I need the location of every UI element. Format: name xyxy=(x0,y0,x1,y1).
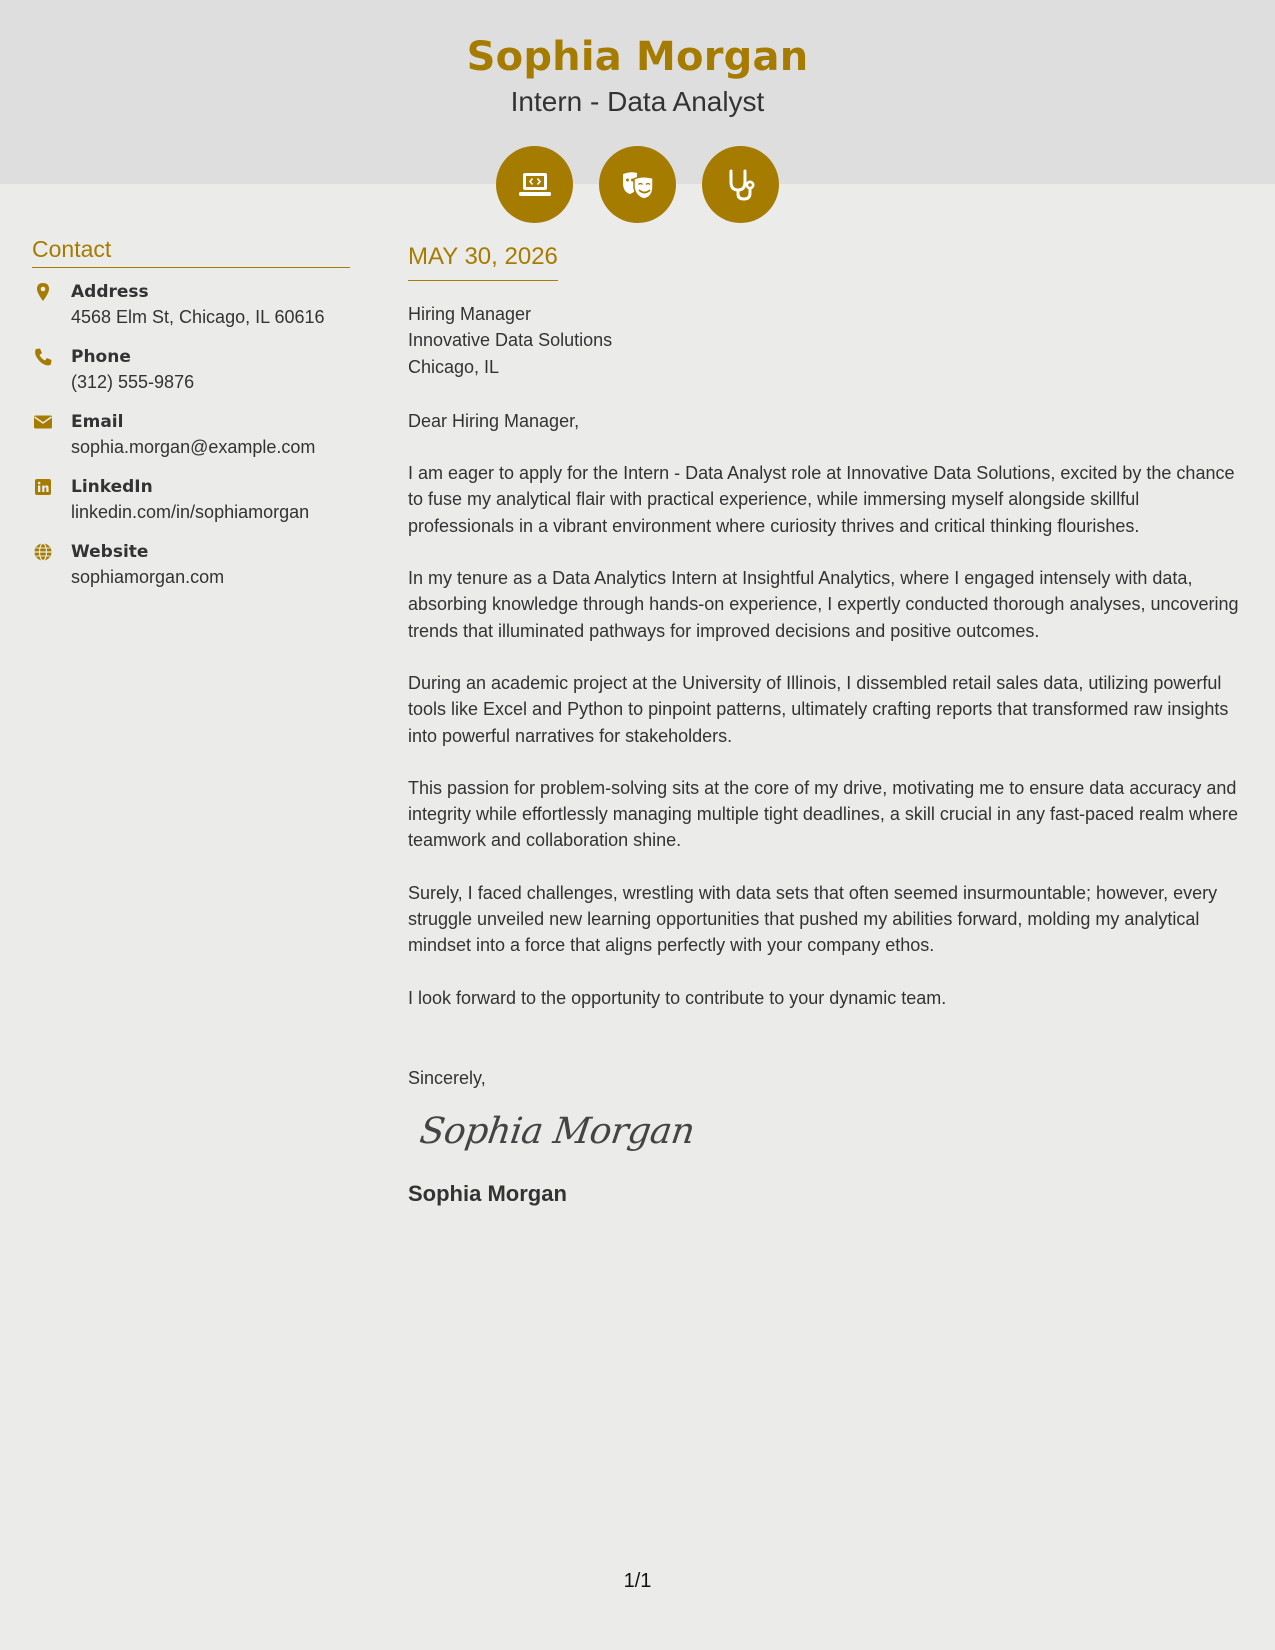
letter-paragraph: In my tenure as a Data Analytics Intern at Insightful Analytics, where I engaged intensely with data, absorbing knowledge through hands-on experience, I expertly conducted thorough analyses, uncovering trends that illuminated pathways for improved decisions and positive outcomes. xyxy=(408,568,1239,641)
contact-email xyxy=(32,410,350,460)
contact-address xyxy=(32,280,350,330)
map-marker-icon xyxy=(33,282,53,302)
envelope-icon xyxy=(33,412,53,432)
contact-value[interactable]: sophiamorgan.com xyxy=(71,567,225,587)
contact-value[interactable]: sophia.morgan@example.com xyxy=(71,437,316,457)
contact-label: Phone xyxy=(71,347,131,367)
handwritten-signature: Sophia Morgan xyxy=(417,1111,697,1153)
recipient-line: Hiring Manager xyxy=(408,304,532,324)
contact-label: Email xyxy=(71,412,124,432)
letter-date: MAY 30, 2026 xyxy=(408,240,558,281)
letter-paragraph: Surely, I faced challenges, wrestling with data sets that often seemed insurmountable; however, every struggle unveiled new learning opportunities that pushed my abilities forward, molding my analytical mindset into a force that aligns perfectly with your company ethos. xyxy=(408,882,1218,956)
salutation: Dear Hiring Manager, xyxy=(408,410,580,431)
theater-masks-icon xyxy=(599,146,676,223)
laptop-code-icon xyxy=(496,146,573,223)
contact-website xyxy=(32,540,350,590)
contact-sidebar xyxy=(32,236,350,605)
contact-label: LinkedIn xyxy=(71,477,153,497)
recipient-block xyxy=(408,301,1248,380)
signatory-name: Sophia Morgan xyxy=(408,1180,567,1206)
contact-label: Address xyxy=(71,282,149,302)
phone-icon xyxy=(33,347,53,367)
header-icon-row xyxy=(496,146,779,223)
recipient-line: Innovative Data Solutions xyxy=(408,330,613,351)
globe-icon xyxy=(33,542,53,562)
applicant-role: Intern - Data Analyst xyxy=(510,86,765,117)
contact-heading: Contact xyxy=(32,236,350,268)
contact-phone xyxy=(32,345,350,395)
contact-value: 4568 Elm St, Chicago, IL 60616 xyxy=(71,307,325,327)
contact-label: Website xyxy=(71,542,149,562)
recipient-line: Chicago, IL xyxy=(408,356,500,377)
letter-body xyxy=(408,240,1248,1207)
contact-value: (312) 555-9876 xyxy=(71,372,195,392)
closing: Sincerely, xyxy=(408,1067,486,1088)
contact-list xyxy=(32,280,350,590)
contact-linkedin xyxy=(32,475,350,525)
letter-paragraph: This passion for problem-solving sits at the core of my drive, motivating me to ensure data accuracy and integrity while effortlessly managing multiple tight deadlines, a skill crucial in any fast-paced realm where teamwork and collaboration shine. xyxy=(408,777,1239,851)
letter-paragraph: During an academic project at the University of Illinois, I dissembled retail sales data, utilizing powerful tools like Excel and Python to pinpoint patterns, ultimately crafting reports that transformed raw insights into powerful narratives for stakeholders. xyxy=(408,672,1229,746)
page-number: 1/1 xyxy=(623,1570,652,1592)
letter-paragraph: I am eager to apply for the Intern - Data Analyst role at Innovative Data Solutions, excited by the chance to fuse my analytical flair with practical experience, while immersing myself alongside skillful professionals in a vibrant environment where curiosity thrives and critical thinking flourishes. xyxy=(408,463,1235,536)
letter-paragraph: I look forward to the opportunity to contribute to your dynamic team. xyxy=(408,987,947,1008)
stethoscope-icon xyxy=(702,146,779,223)
contact-value[interactable]: linkedin.com/in/sophiamorgan xyxy=(71,502,310,522)
linkedin-icon xyxy=(33,477,53,497)
applicant-name: Sophia Morgan xyxy=(466,34,809,80)
